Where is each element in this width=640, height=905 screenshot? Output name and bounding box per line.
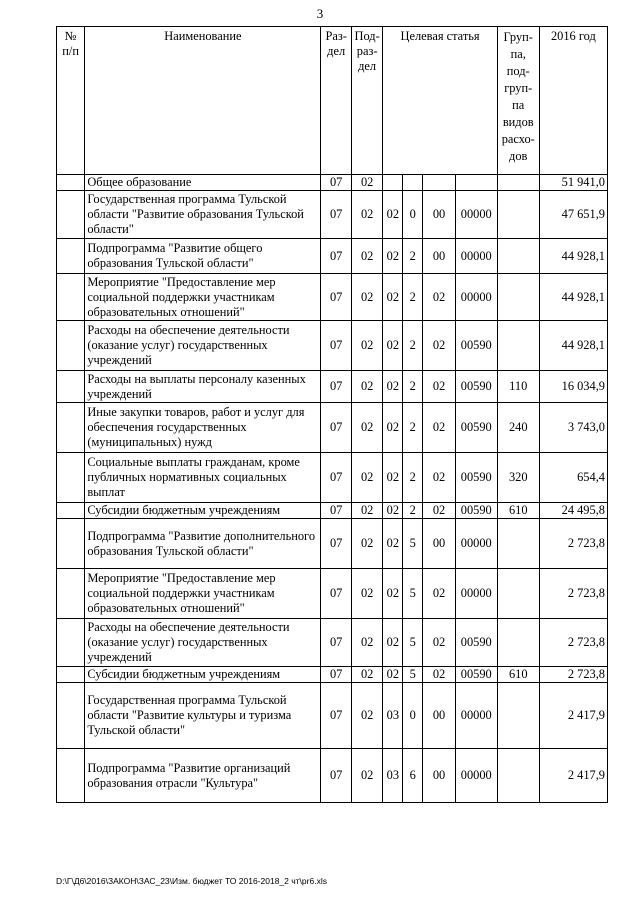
table-row	[57, 371, 608, 403]
cell-sub: 02	[351, 683, 382, 749]
table-row	[57, 619, 608, 667]
cell-grp	[497, 274, 539, 321]
budget-table	[56, 26, 608, 803]
cell-sec: 07	[321, 191, 351, 239]
cell-name: Расходы на выплаты персоналу казенных учреждений	[85, 371, 321, 403]
cell-sec: 07	[321, 371, 351, 403]
cell-t2: 6	[403, 749, 423, 803]
cell-num	[57, 371, 85, 403]
cell-t2: 2	[403, 453, 423, 503]
cell-sub: 02	[351, 519, 382, 569]
cell-name: Государственная программа Тульской области "Развитие образования Тульской области"	[85, 191, 321, 239]
cell-sec: 07	[321, 321, 351, 371]
cell-num	[57, 175, 85, 191]
cell-name: Субсидии бюджетным учреждениям	[85, 503, 321, 519]
cell-t1: 02	[383, 619, 403, 667]
cell-grp	[497, 175, 539, 191]
header-section: Раз-дел	[321, 27, 351, 175]
cell-name: Субсидии бюджетным учреждениям	[85, 667, 321, 683]
cell-val: 24 495,8	[539, 503, 607, 519]
cell-name: Подпрограмма "Развитие организаций образования отрасли "Культура"	[85, 749, 321, 803]
cell-grp: 110	[497, 371, 539, 403]
cell-t4: 00000	[455, 274, 497, 321]
cell-sec: 07	[321, 569, 351, 619]
cell-t3: 00	[423, 519, 456, 569]
cell-t1: 02	[383, 519, 403, 569]
cell-grp: 320	[497, 453, 539, 503]
cell-num	[57, 667, 85, 683]
table-row	[57, 569, 608, 619]
cell-t3: 00	[423, 683, 456, 749]
cell-num	[57, 569, 85, 619]
cell-val: 47 651,9	[539, 191, 607, 239]
cell-sub: 02	[351, 191, 382, 239]
cell-sec: 07	[321, 274, 351, 321]
cell-t3: 00	[423, 191, 456, 239]
cell-t2: 5	[403, 619, 423, 667]
cell-val: 2 723,8	[539, 667, 607, 683]
cell-sub: 02	[351, 619, 382, 667]
cell-t3: 02	[423, 503, 456, 519]
cell-t2: 2	[403, 503, 423, 519]
cell-t4: 00000	[455, 749, 497, 803]
cell-t3: 02	[423, 321, 456, 371]
cell-val: 44 928,1	[539, 239, 607, 274]
table-row	[57, 453, 608, 503]
cell-t4: 00590	[455, 667, 497, 683]
table-header	[57, 27, 608, 175]
cell-sec: 07	[321, 619, 351, 667]
table-row	[57, 683, 608, 749]
cell-t4: 00000	[455, 191, 497, 239]
cell-val: 2 723,8	[539, 619, 607, 667]
header-num: № п/п	[57, 27, 85, 175]
cell-val: 2 723,8	[539, 519, 607, 569]
cell-t1: 02	[383, 321, 403, 371]
cell-num	[57, 683, 85, 749]
cell-t1: 02	[383, 453, 403, 503]
cell-num	[57, 749, 85, 803]
cell-sub: 02	[351, 371, 382, 403]
cell-t4: 00000	[455, 519, 497, 569]
cell-t1: 02	[383, 503, 403, 519]
cell-name: Мероприятие "Предоставление мер социальной поддержки участникам образовательных отношений"	[85, 274, 321, 321]
cell-sub: 02	[351, 503, 382, 519]
cell-grp: 240	[497, 403, 539, 453]
cell-num	[57, 453, 85, 503]
header-name: Наименование	[85, 27, 321, 175]
footer-file-path: D:\Г\Д6\2016\ЗАКОН\ЗАС_23\Изм. бюджет ТО 2016-2018_2 чт\pr6.xls	[56, 876, 327, 886]
cell-t2: 2	[403, 371, 423, 403]
cell-name: Расходы на обеспечение деятельности (оказание услуг) государственных учреждений	[85, 619, 321, 667]
cell-t4: 00590	[455, 371, 497, 403]
table-row	[57, 321, 608, 371]
cell-sub: 02	[351, 453, 382, 503]
cell-sec: 07	[321, 239, 351, 274]
table-row	[57, 519, 608, 569]
table-row	[57, 191, 608, 239]
cell-t3: 02	[423, 453, 456, 503]
cell-t3: 02	[423, 274, 456, 321]
cell-sub: 02	[351, 667, 382, 683]
cell-grp	[497, 683, 539, 749]
cell-val: 16 034,9	[539, 371, 607, 403]
cell-name: Подпрограмма "Развитие дополнительного образования Тульской области"	[85, 519, 321, 569]
cell-val: 51 941,0	[539, 175, 607, 191]
cell-t1: 02	[383, 667, 403, 683]
cell-t2: 2	[403, 403, 423, 453]
cell-val: 3 743,0	[539, 403, 607, 453]
cell-t1: 02	[383, 274, 403, 321]
cell-num	[57, 403, 85, 453]
cell-name: Мероприятие "Предоставление мер социальной поддержки участникам образовательных отношений"	[85, 569, 321, 619]
table-row	[57, 239, 608, 274]
cell-t4	[455, 175, 497, 191]
cell-t4: 00000	[455, 569, 497, 619]
cell-t4: 00590	[455, 619, 497, 667]
cell-t4: 00590	[455, 503, 497, 519]
cell-grp	[497, 321, 539, 371]
cell-val: 44 928,1	[539, 321, 607, 371]
cell-num	[57, 274, 85, 321]
cell-t4: 00590	[455, 321, 497, 371]
cell-t2: 2	[403, 321, 423, 371]
table-body	[57, 175, 608, 803]
cell-name: Государственная программа Тульской области "Развитие культуры и туризма Тульской области"	[85, 683, 321, 749]
cell-name: Иные закупки товаров, работ и услуг для обеспечения государственных (муниципальных) нужд	[85, 403, 321, 453]
cell-t1: 02	[383, 403, 403, 453]
cell-sub: 02	[351, 749, 382, 803]
cell-sec: 07	[321, 667, 351, 683]
cell-grp: 610	[497, 667, 539, 683]
cell-num	[57, 191, 85, 239]
cell-grp: 610	[497, 503, 539, 519]
cell-sub: 02	[351, 239, 382, 274]
cell-sub: 02	[351, 274, 382, 321]
cell-name: Общее образование	[85, 175, 321, 191]
cell-grp	[497, 239, 539, 274]
cell-grp	[497, 749, 539, 803]
cell-grp	[497, 619, 539, 667]
header-target: Целевая статья	[383, 27, 497, 175]
cell-t4: 00000	[455, 239, 497, 274]
cell-sec: 07	[321, 519, 351, 569]
header-year: 2016 год	[539, 27, 607, 175]
cell-t2: 5	[403, 569, 423, 619]
cell-t3: 00	[423, 749, 456, 803]
cell-t2: 0	[403, 191, 423, 239]
cell-t3: 00	[423, 239, 456, 274]
cell-t2	[403, 175, 423, 191]
cell-num	[57, 321, 85, 371]
cell-grp	[497, 519, 539, 569]
cell-num	[57, 503, 85, 519]
cell-t2: 5	[403, 667, 423, 683]
cell-num	[57, 619, 85, 667]
cell-t4: 00590	[455, 403, 497, 453]
cell-t1: 02	[383, 239, 403, 274]
cell-grp	[497, 569, 539, 619]
cell-sec: 07	[321, 683, 351, 749]
header-group: Груп-па, под-груп-па видов расхо-дов	[497, 27, 539, 175]
cell-val: 654,4	[539, 453, 607, 503]
cell-sub: 02	[351, 569, 382, 619]
cell-val: 2 723,8	[539, 569, 607, 619]
cell-t3: 02	[423, 667, 456, 683]
cell-t4: 00590	[455, 453, 497, 503]
cell-t2: 0	[403, 683, 423, 749]
page-number: 3	[316, 6, 324, 21]
table-row	[57, 403, 608, 453]
cell-t3: 02	[423, 403, 456, 453]
cell-t2: 2	[403, 239, 423, 274]
cell-t1: 02	[383, 371, 403, 403]
cell-num	[57, 519, 85, 569]
cell-sec: 07	[321, 403, 351, 453]
cell-t1: 02	[383, 191, 403, 239]
cell-val: 2 417,9	[539, 749, 607, 803]
cell-sec: 07	[321, 749, 351, 803]
table-row	[57, 175, 608, 191]
cell-t2: 2	[403, 274, 423, 321]
cell-t3: 02	[423, 619, 456, 667]
cell-t2: 5	[403, 519, 423, 569]
cell-sec: 07	[321, 453, 351, 503]
cell-grp	[497, 191, 539, 239]
cell-sub: 02	[351, 321, 382, 371]
cell-t1: 03	[383, 749, 403, 803]
cell-sec: 07	[321, 175, 351, 191]
cell-t4: 00000	[455, 683, 497, 749]
cell-val: 2 417,9	[539, 683, 607, 749]
table-row	[57, 667, 608, 683]
table-row	[57, 749, 608, 803]
cell-t3	[423, 175, 456, 191]
cell-t3: 02	[423, 569, 456, 619]
cell-val: 44 928,1	[539, 274, 607, 321]
table-row	[57, 503, 608, 519]
cell-name: Расходы на обеспечение деятельности (оказание услуг) государственных учреждений	[85, 321, 321, 371]
cell-name: Подпрограмма "Развитие общего образования Тульской области"	[85, 239, 321, 274]
cell-t1	[383, 175, 403, 191]
cell-sec: 07	[321, 503, 351, 519]
cell-t1: 02	[383, 569, 403, 619]
header-subsection: Под-раз-дел	[351, 27, 382, 175]
table-row	[57, 274, 608, 321]
cell-name: Социальные выплаты гражданам, кроме публичных нормативных социальных выплат	[85, 453, 321, 503]
cell-t1: 03	[383, 683, 403, 749]
cell-sub: 02	[351, 175, 382, 191]
cell-sub: 02	[351, 403, 382, 453]
cell-num	[57, 239, 85, 274]
cell-t3: 02	[423, 371, 456, 403]
